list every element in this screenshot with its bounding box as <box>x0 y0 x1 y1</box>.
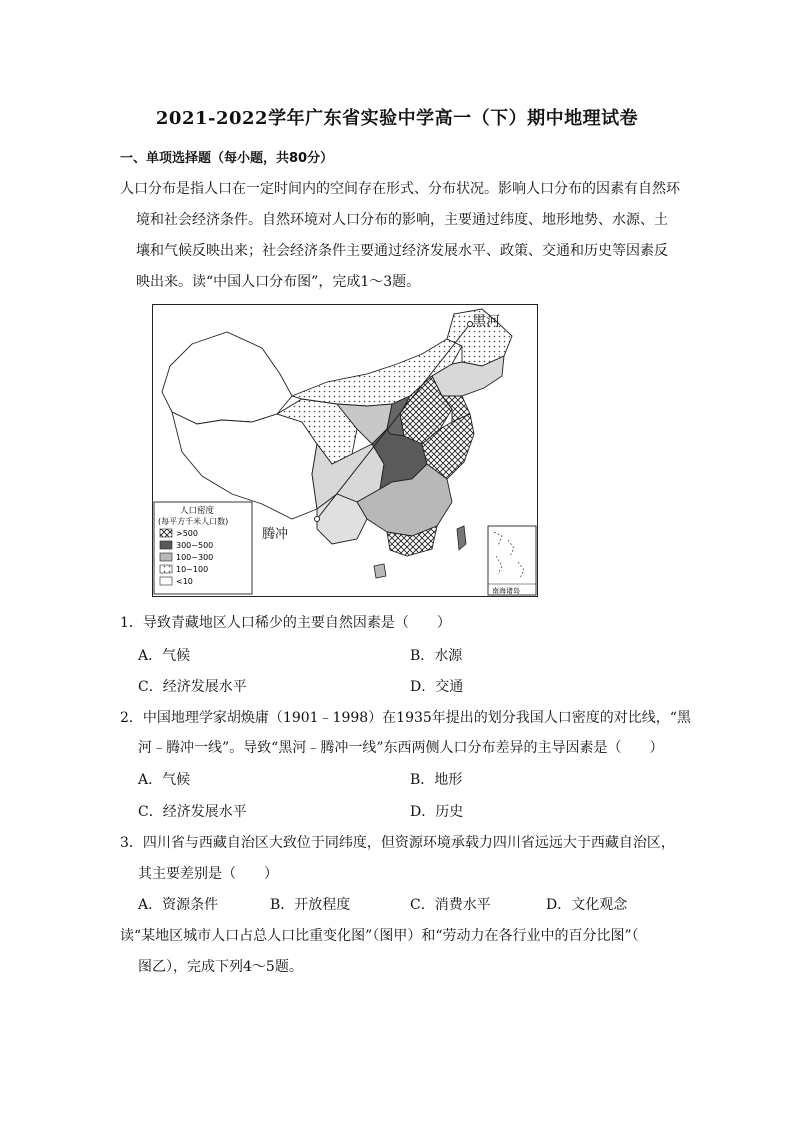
outro-line: 图乙），完成下列4～5题。 <box>138 959 303 975</box>
south-china-sea-inset <box>488 526 536 595</box>
outro-line: 读“某地区城市人口占总人口比重变化图”（图甲）和“劳动力在各行业中的百分比图”（ <box>120 928 639 944</box>
label-tengchong: 腾冲 <box>262 527 289 542</box>
question-3-continued: 其主要差别是（ ） <box>138 866 278 882</box>
question-2-continued: 河﹣腾冲一线”。导致“黑河﹣腾冲一线”东西两侧人口分布差异的主导因素是（ ） <box>138 740 664 756</box>
intro-line: 境和社会经济条件。自然环境对人口分布的影响，主要通过纬度、地形地势、水源、土 <box>136 212 668 228</box>
intro-line: 映出来。读“中国人口分布图”，完成1～3题。 <box>136 274 421 290</box>
q1-option-c[interactable]: C．经济发展水平 <box>138 679 247 695</box>
label-heihe: 黑河 <box>472 314 500 330</box>
legend-item: 300~500 <box>176 541 214 550</box>
china-population-map <box>152 304 538 597</box>
intro-paragraph <box>120 174 678 298</box>
legend-item: <10 <box>176 577 193 586</box>
q1-option-d[interactable]: D．交通 <box>410 679 464 695</box>
map-legend <box>154 502 252 594</box>
legend-item: 100~300 <box>176 553 214 562</box>
q3-option-d[interactable]: D．文化观念 <box>546 897 628 913</box>
legend-subtitle: (每平方千米人口数) <box>158 517 229 526</box>
inset-label: 南海诸岛 <box>492 587 520 595</box>
q2-option-a[interactable]: A．气候 <box>138 772 191 788</box>
region-hainan <box>374 564 386 578</box>
q1-option-b[interactable]: B．水源 <box>410 648 463 664</box>
page-title: 2021-2022学年广东省实验中学高一（下）期中地理试卷 <box>155 108 639 129</box>
question-2: 2．中国地理学家胡焕庸（1901﹣1998）在1935年提出的划分我国人口密度的对比线，“黑 <box>120 710 691 726</box>
legend-item: 10~100 <box>176 565 209 574</box>
intro-line: 人口分布是指人口在一定时间内的空间存在形式、分布状况。影响人口分布的因素有自然环 <box>120 181 680 197</box>
q2-option-d[interactable]: D．历史 <box>410 804 464 820</box>
legend-item: >500 <box>176 529 198 538</box>
q2-option-c[interactable]: C．经济发展水平 <box>138 804 247 820</box>
intro-line: 壤和气候反映出来；社会经济条件主要通过经济发展水平、政策、交通和历史等因素反 <box>136 243 668 259</box>
q3-option-a[interactable]: A．资源条件 <box>138 897 219 913</box>
question-1: 1．导致青藏地区人口稀少的主要自然因素是（ ） <box>120 615 451 631</box>
q3-option-c[interactable]: C．消费水平 <box>410 897 491 913</box>
section-heading: 一、单项选择题（每小题，共80分） <box>120 151 334 166</box>
q2-option-b[interactable]: B．地形 <box>410 772 463 788</box>
q3-option-b[interactable]: B．开放程度 <box>270 897 351 913</box>
question-3: 3．四川省与西藏自治区大致位于同纬度，但资源环境承载力四川省远远大于西藏自治区， <box>120 835 675 851</box>
q1-option-a[interactable]: A．气候 <box>138 648 191 664</box>
legend-title: 人口密度 <box>180 506 215 516</box>
